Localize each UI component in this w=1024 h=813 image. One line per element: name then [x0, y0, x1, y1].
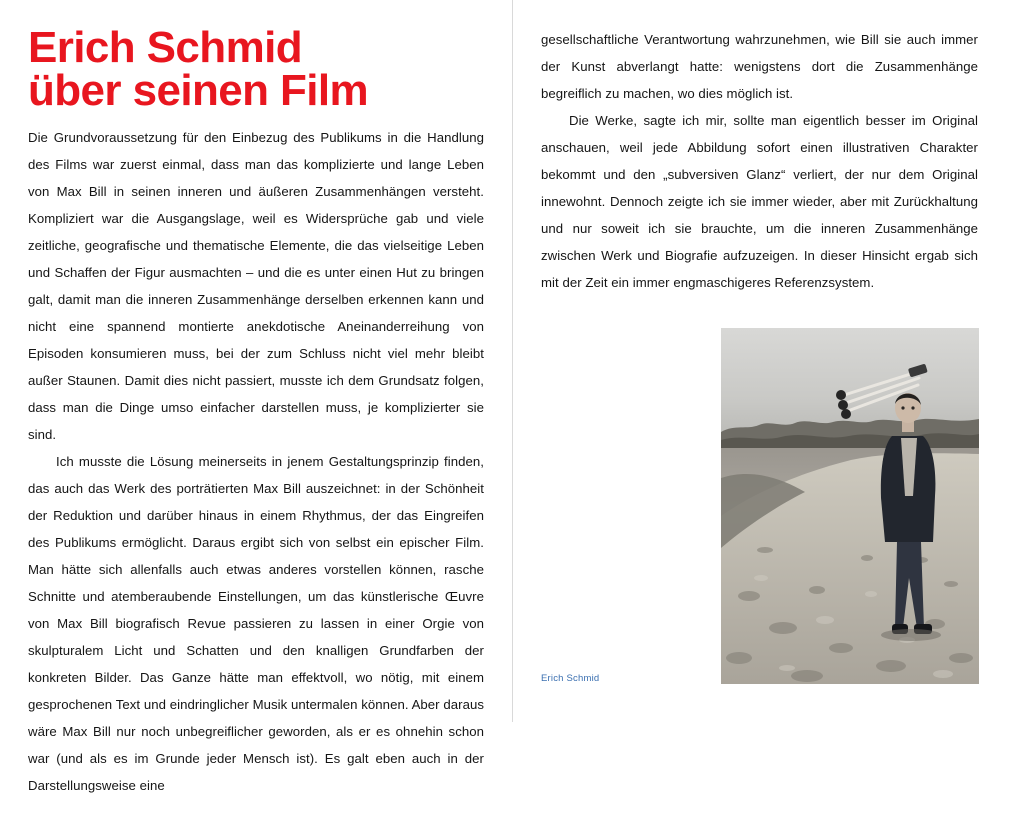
photograph-image	[721, 328, 979, 684]
page-title-line-2: über seinen Film	[28, 66, 369, 116]
right-paragraph-1: gesellschaftliche Verantwortung wahrzunehmen, wie Bill sie auch immer der Kunst abverlangt hatte: wenigstens dort die Zusammenhänge begreiflich zu machen, wo dies möglich ist.	[541, 32, 978, 101]
left-paragraph-1: Die Grundvoraussetzung für den Einbezug des Publikums in die Handlung des Films war zuerst einmal, dass man das komplizierte und lange Leben von Max Bill in seinen inneren und äußeren Zusammenhängen versteht. Kompliziert war die Ausgangslage, weil es Widersprüche gab und viele zeitliche, geografische und thematische Elemente, die das vielseitige Leben und Schaffen der Figur ausmachten – und die es unter einen Hut zu bringen galt, damit man die inneren Zusammenhänge derselben erkennen kann und nicht eine spannend montierte anekdotische Aneinanderreihung von Episoden konsumieren muss, bei der zum Schluss nicht viel mehr bleibt außer Staunen. Damit dies nicht passiert, musste ich dem Grundsatz folgen, dass man die Dinge umso einfacher darstellen muss, je komplizierter sie sind.	[28, 130, 484, 443]
right-paragraph-2: Die Werke, sagte ich mir, sollte man eigentlich besser im Original anschauen, weil jede Abbildung sofort einen illustrativen Charakter bekommt und den „subversiven Glanz“ verliert, der nur dem Original innewohnt. Dennoch zeigte ich sie immer wieder, aber mit Zurückhaltung und nur soweit ich sie brauchte, um die inneren Zusammenhänge zwischen Werk und Biografie aufzuzeigen. In dieser Hinsicht ergab sich mit der Zeit ein immer engmaschigeres Referenzsystem.	[541, 113, 978, 290]
page-title-line-1: Erich Schmid	[28, 23, 302, 72]
figure-photo	[721, 328, 979, 684]
left-paragraph-2: Ich musste die Lösung meinerseits in jenem Gestaltungsprinzip finden, das auch das Werk des porträtierten Max Bill auszeichnet: in der Schönheit der Reduktion und darüber hinaus in einem Rhythmus, der das Eingreifen des Publikums ermöglicht. Daraus ergibt sich von selbst ein epischer Film. Man hätte sich allenfalls auch etwas anderes vorstellen können, rasche Schnitte und atemberaubende Einstellungen, um das künstlerische Œuvre von Max Bill biografisch Revue passieren zu lassen in einer Orgie von skulpturalem Licht und Schatten und den knalligen Grundfarben der konkreten Bilder. Das Ganze hätte man effektvoll, wo nötig, mit einem gesprochenen Text und eindringlicher Musik untermalen können. Aber daraus wäre Max Bill nur noch unbegreiflicher geworden, als er es ohnehin schon war (und als es im Grunde jeder Mensch ist). Es galt eben auch in der Darstellungsweise eine	[28, 454, 484, 794]
figure-caption: Erich Schmid	[541, 673, 600, 684]
right-column	[513, 0, 1024, 310]
page-title	[28, 23, 484, 116]
